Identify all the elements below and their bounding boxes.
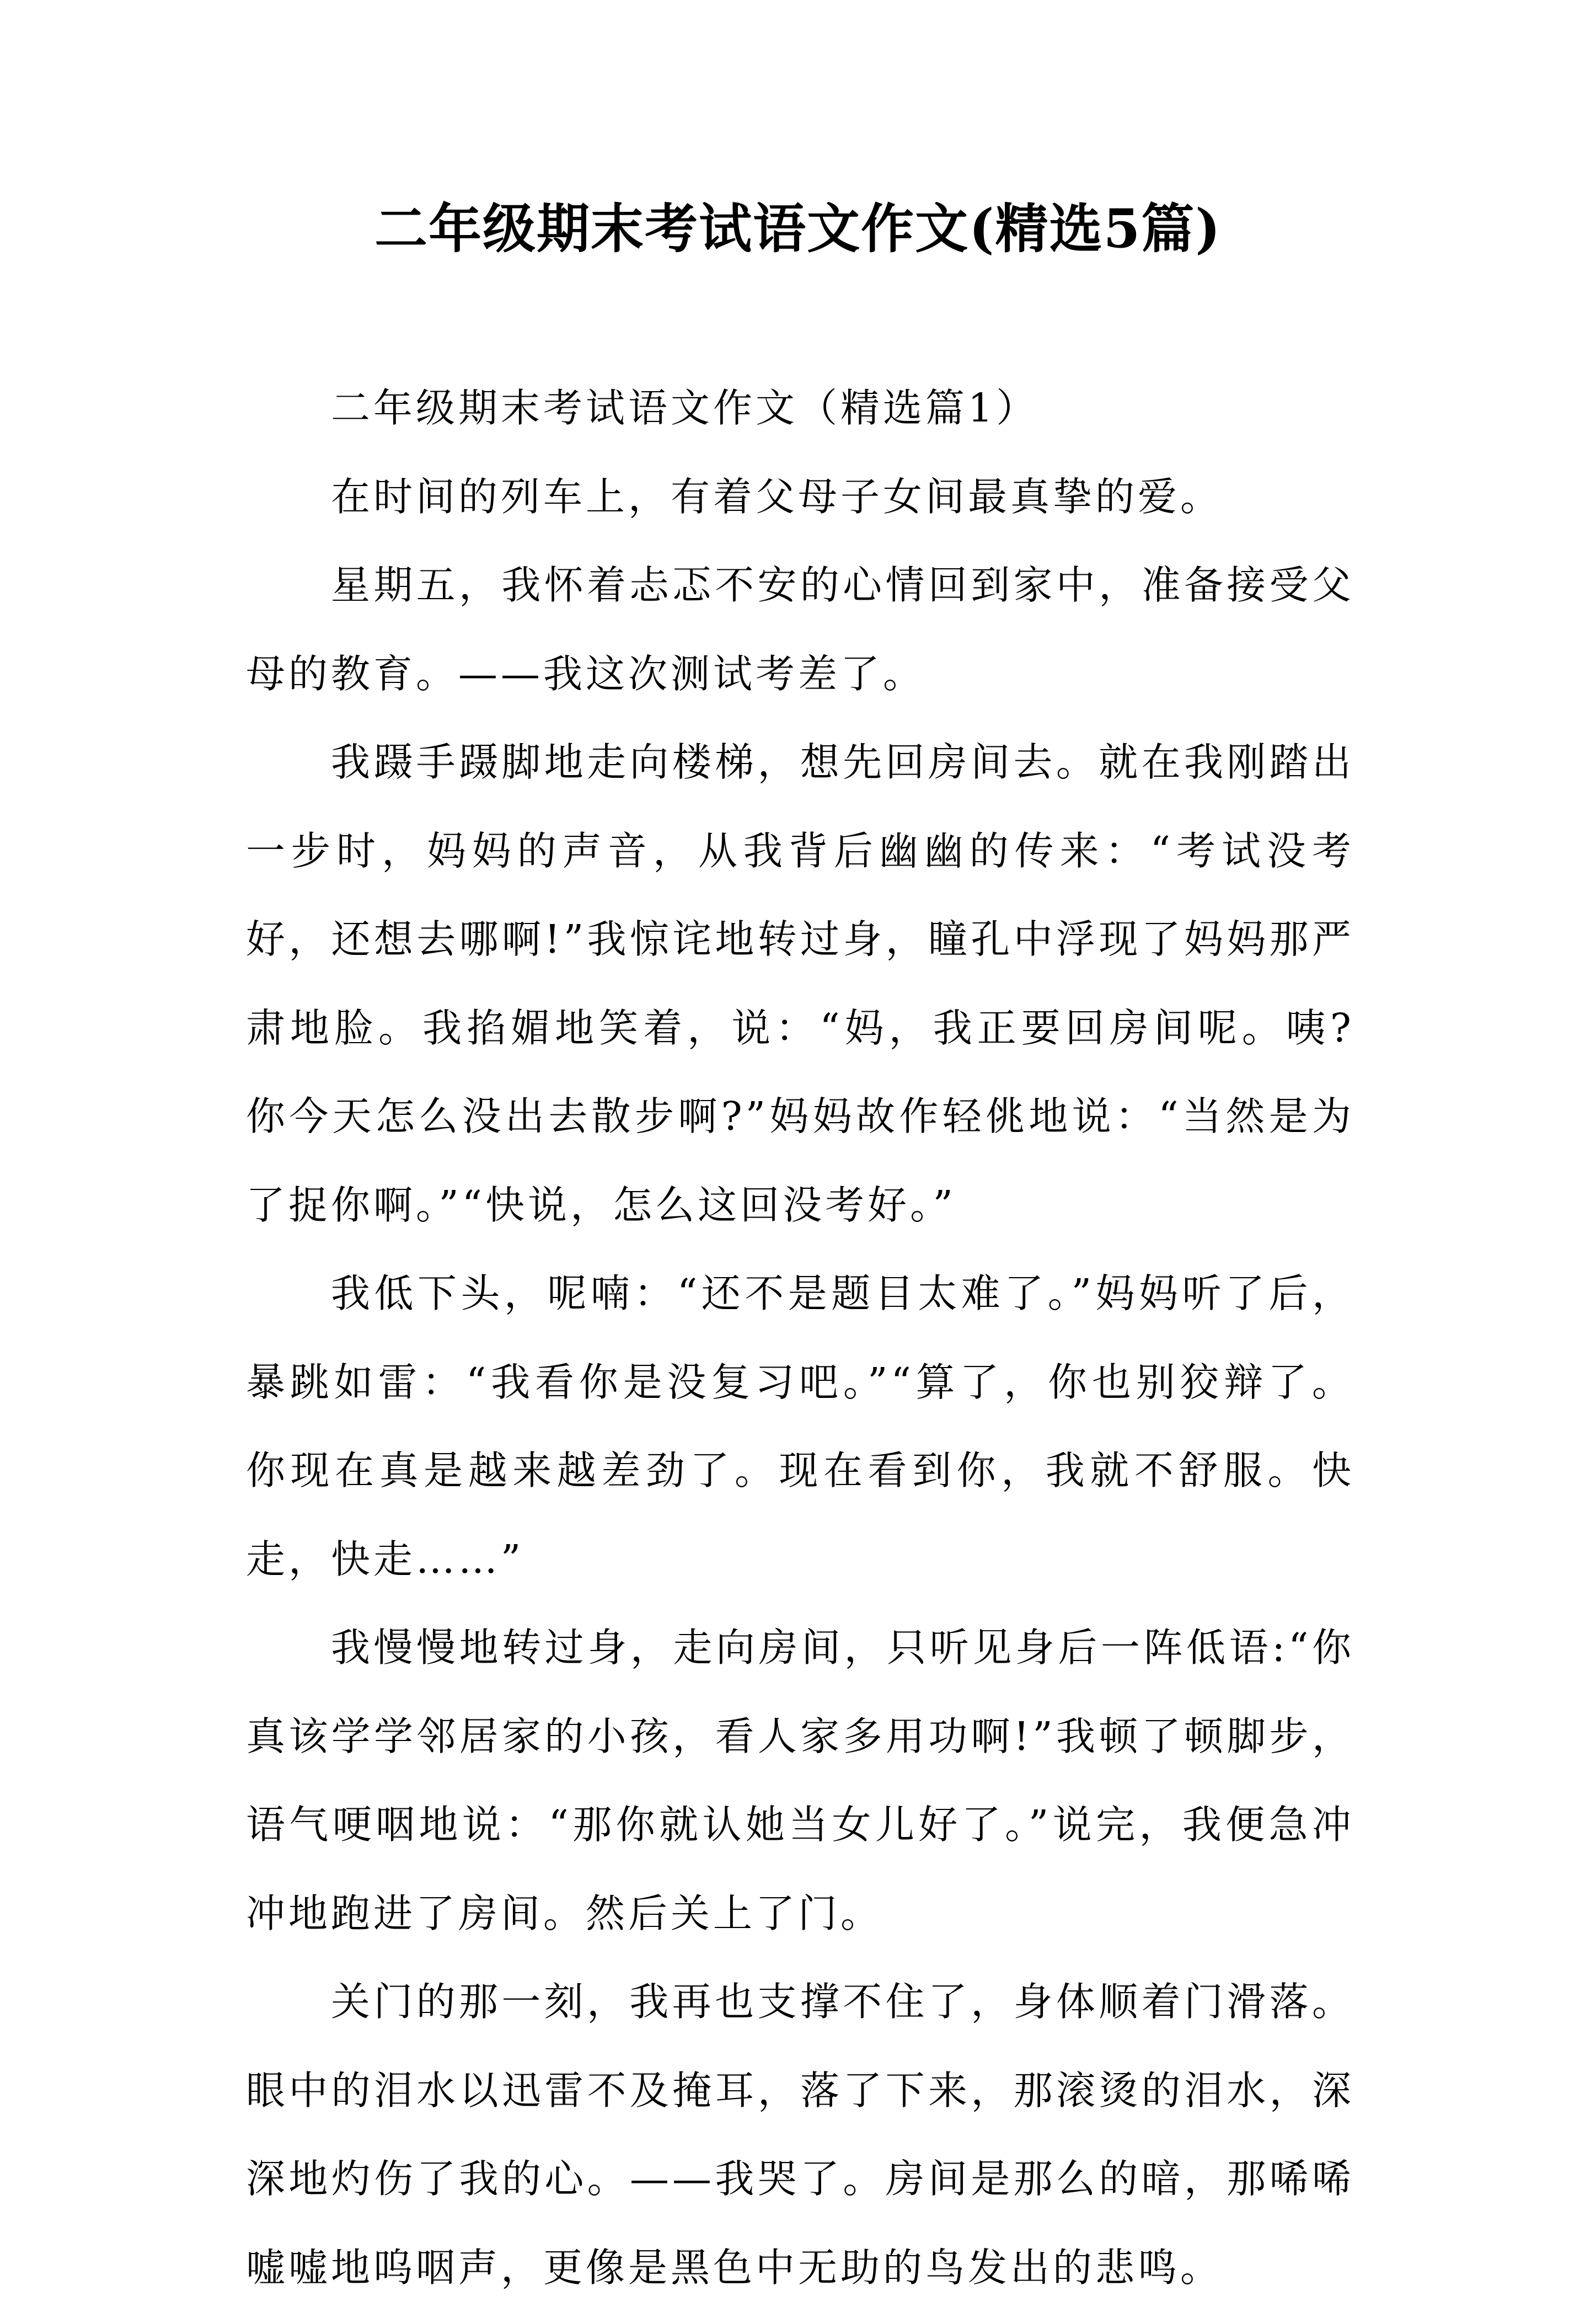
paragraph: 我慢慢地转过身，走向房间，只听见身后一阵低语:“你真该学学邻居家的小孩，看人家多用功啊!”我顿了顿脚步，语气哽咽地说：“那你就认她当女儿好了。”说完，我便急冲冲地跑进了房间。然后关上了门。	[246, 1625, 1354, 1936]
paragraph: 在时间的列车上，有着父母子女间最真挚的爱。	[331, 473, 1223, 520]
document-body	[246, 364, 1354, 2312]
paragraph: 我蹑手蹑脚地走向楼梯，想先回房间去。就在我刚踏出一步时，妈妈的声音，从我背后幽幽的传来：“考试没考好，还想去哪啊!”我惊诧地转过身，瞳孔中浮现了妈妈那严肃地脸。我掐媚地笑着，说：“妈，我正要回房间呢。咦?你今天怎么没出去散步啊?”妈妈故作轻佻地说：“当然是为了捉你啊。”“快说，怎么这回没考好。”	[246, 739, 1354, 1228]
paragraph: 我低下头，呢喃：“还不是题目太难了。”妈妈听了后，暴跳如雷：“我看你是没复习吧。”“算了，你也别狡辩了。你现在真是越来越差劲了。现在看到你，我就不舒服。快走，快走……”	[246, 1270, 1354, 1582]
document-title: 二年级期末考试语文作文(精选5篇)	[374, 197, 1222, 260]
paragraph: 关门的那一刻，我再也支撑不住了，身体顺着门滑落。眼中的泪水以迅雷不及掩耳，落了下来，那滚烫的泪水，深深地灼伤了我的心。——我哭了。房间是那么的暗，那唏唏嘘嘘地呜咽声，更像是黑色中无助的鸟发出的悲鸣。	[246, 1979, 1354, 2290]
section-heading: 二年级期末考试语文作文（精选篇1）	[331, 385, 1039, 431]
paragraph: 星期五，我怀着忐忑不安的心情回到家中，准备接受父母的教育。——我这次测试考差了。	[246, 562, 1354, 697]
